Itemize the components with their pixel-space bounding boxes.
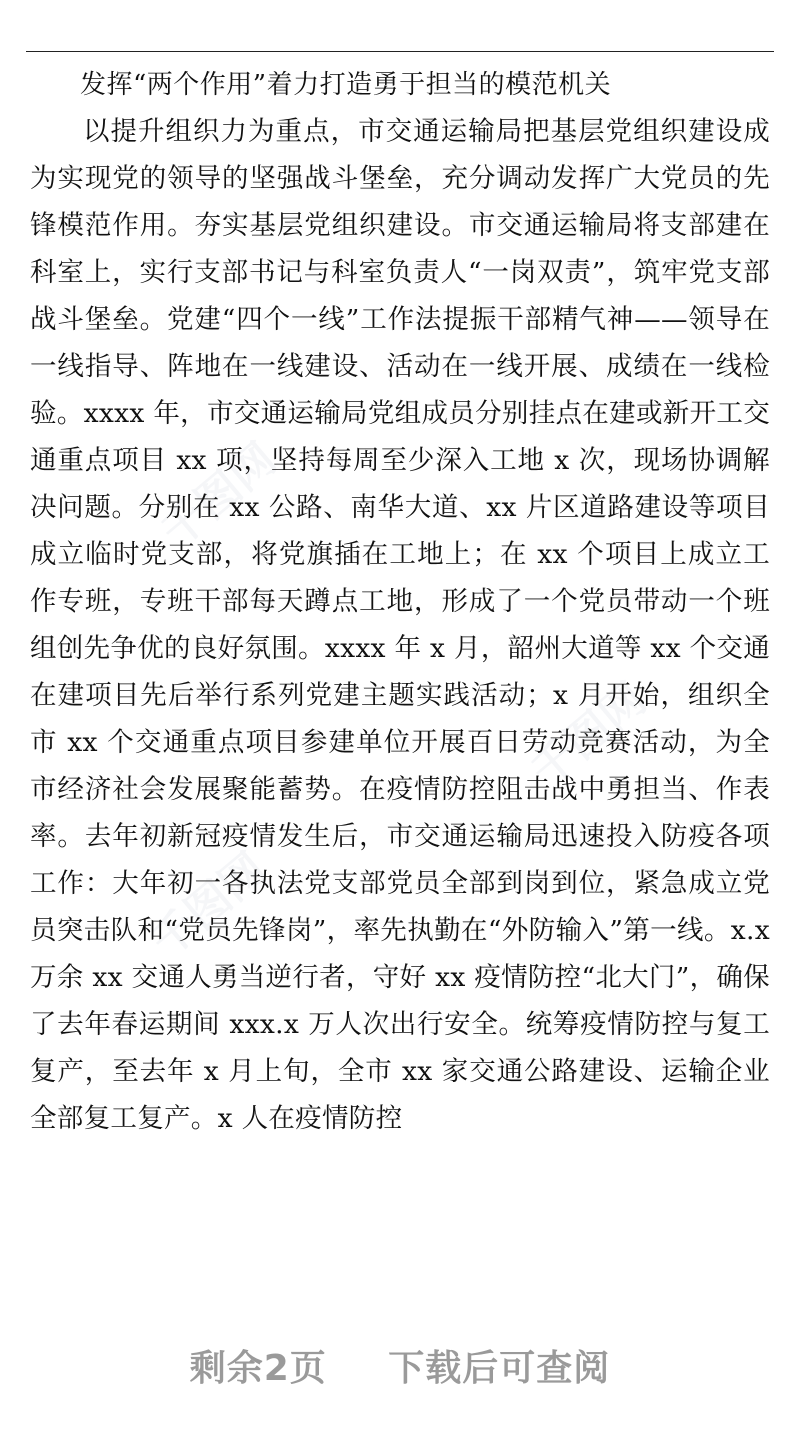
watermark: 千图网 <box>521 673 656 798</box>
top-rule <box>26 51 774 52</box>
watermark: 千图网 <box>141 843 276 968</box>
remaining-pages-text: 剩余2页 <box>189 1348 327 1389</box>
download-banner[interactable] <box>0 1340 800 1391</box>
document-title: 发挥“两个作用”着力打造勇于担当的模范机关 <box>80 70 612 100</box>
body-paragraph: 以提升组织力为重点，市交通运输局把基层党组织建设成为实现党的领导的坚强战斗堡垒，充分调动发挥广大党员的先锋模范作用。夯实基层党组织建设。市交通运输局将支部建在科室上，实行支部书记与科室负责人“一岗双责”，筑牢党支部战斗堡垒。党建“四个一线”工作法提振干部精气神——领导在一线指导、阵地在一线建设、活动在一线开展、成绩在一线检验。xxxx 年，市交通运输局党组成员分别挂点在建或新开工交通重点项目 xx 项，坚持每周至少深入工地 x 次，现场协调解决问题。分别在 xx 公路、南华大道、xx 片区道路建设等项目成立临时党支部，将党旗插在工地上；在 xx 个项目上成立工作专班，专班干部每天蹲点工地，形成了一个党员带动一个班组创先争优的良好氛围。xxxx 年 x 月，韶州大道等 xx 个交通在建项目先后举行系列党建主题实践活动；x 月开始，组织全市 xx 个交通重点项目参建单位开展百日劳动竞赛活动，为全市经济社会发展聚能蓄势。在疫情防控阻击战中勇担当、作表率。去年初新冠疫情发生后，市交通运输局迅速投入防疫各项工作：大年初一各执法党支部党员全部到岗到位，紧急成立党员突击队和“党员先锋岗”，率先执勤在“外防输入”第一线。x.x 万余 xx 交通人勇当逆行者，守好 xx 疫情防控“北大门”，确保了去年春运期间 xxx.x 万人次出行安全。统筹疫情防控与复工复产，至去年 x 月上旬，全市 xx 家交通公路建设、运输企业全部复工复产。x 人在疫情防控 <box>30 116 770 1134</box>
download-prompt-text: 下载后可查阅 <box>388 1348 611 1389</box>
watermark: 千图网 <box>151 433 286 558</box>
document-body <box>30 66 770 1142</box>
